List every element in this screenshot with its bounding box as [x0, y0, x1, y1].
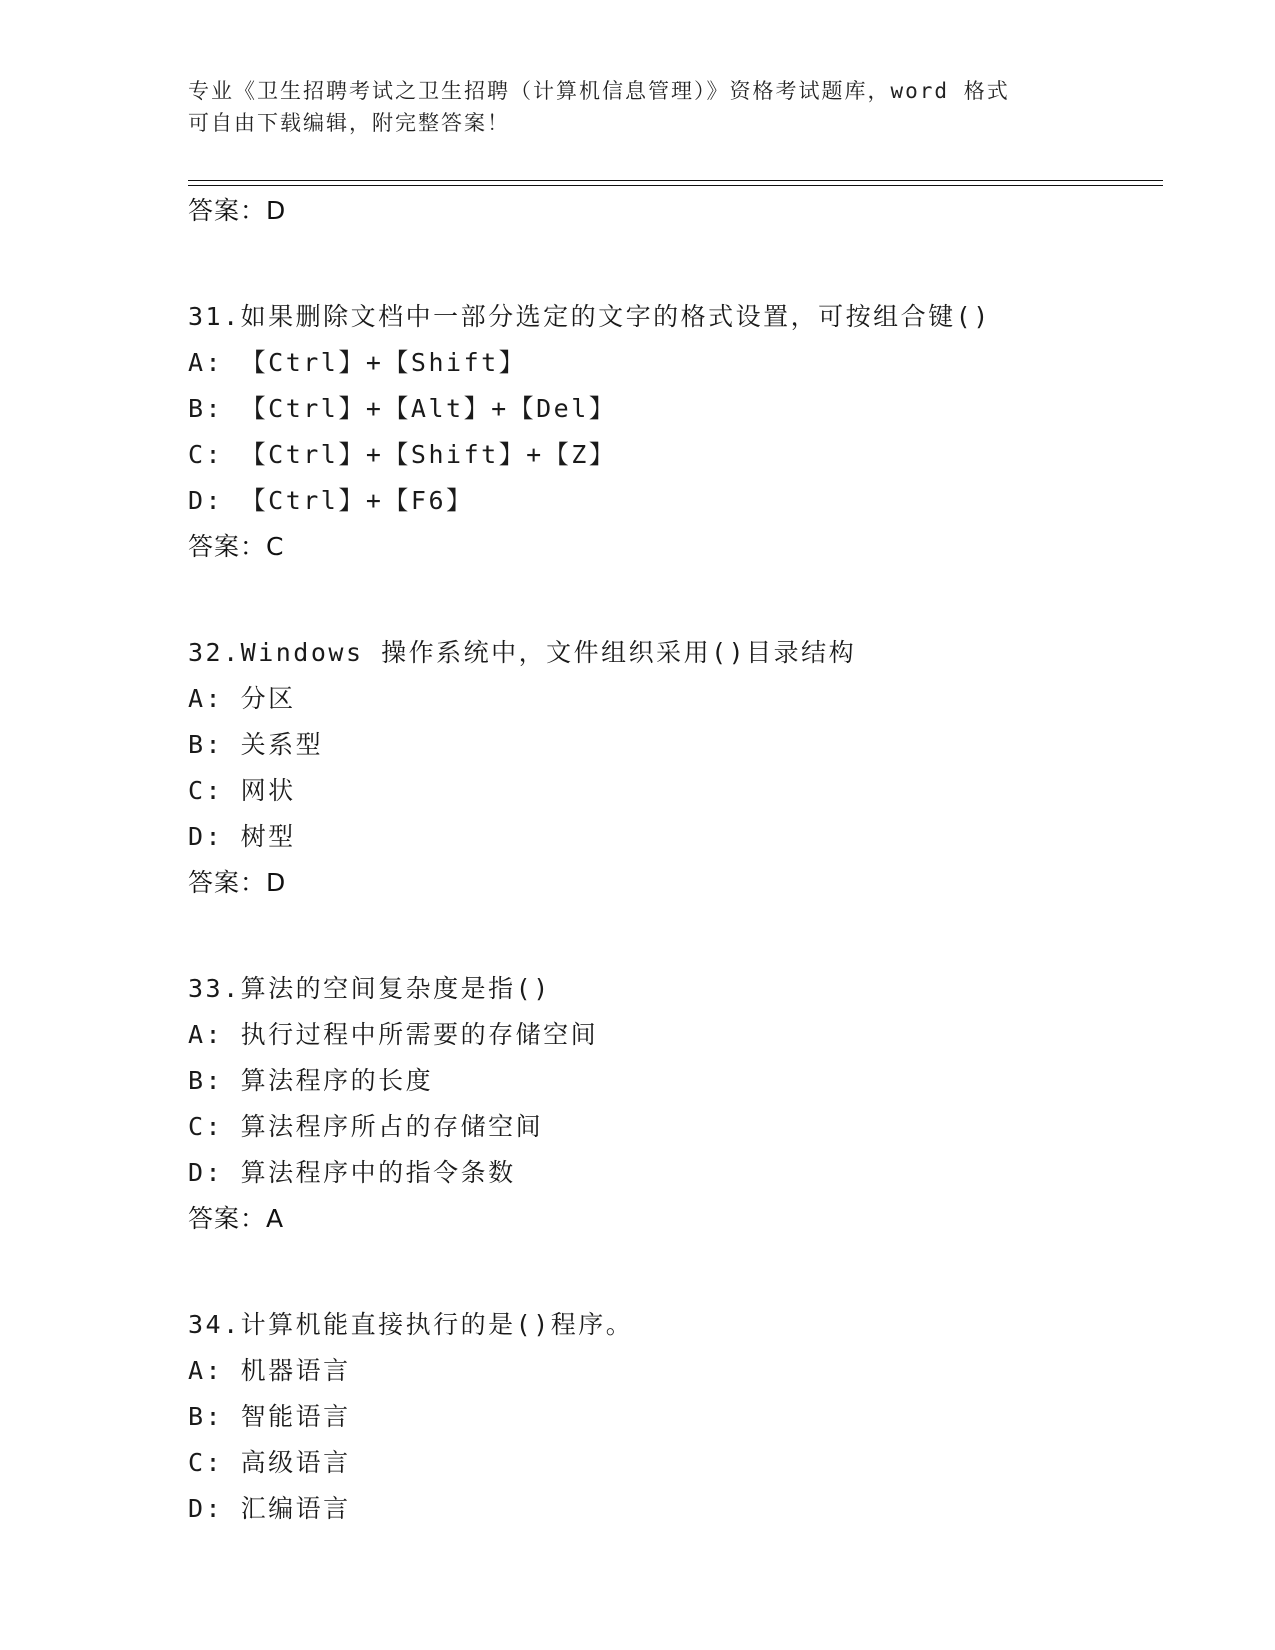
answer-label: 答案：A	[188, 1204, 285, 1233]
question-list	[188, 188, 1148, 1532]
option-d: D: 【Ctrl】+【F6】	[188, 486, 474, 515]
option-d: D: 汇编语言	[188, 1494, 351, 1523]
option-d: D: 树型	[188, 822, 296, 851]
option-d: D: 算法程序中的指令条数	[188, 1158, 516, 1187]
option-c: C: 【Ctrl】+【Shift】+【Z】	[188, 440, 617, 469]
header-line-2: 可自由下载编辑，附完整答案！	[188, 111, 510, 135]
question-32: 32.Windows 操作系统中，文件组织采用()目录结构	[188, 638, 857, 667]
question-33: 33.算法的空间复杂度是指()	[188, 974, 551, 1003]
question-31: 31.如果删除文档中一部分选定的文字的格式设置，可按组合键()	[188, 302, 991, 331]
header-divider-bottom	[188, 185, 1163, 186]
option-a: A: 执行过程中所需要的存储空间	[188, 1020, 599, 1049]
option-a: A: 分区	[188, 684, 296, 713]
option-b: B: 【Ctrl】+【Alt】+【Del】	[188, 394, 617, 423]
option-b: B: 智能语言	[188, 1402, 351, 1431]
option-a: A: 【Ctrl】+【Shift】	[188, 348, 527, 377]
header-line-1: 专业《卫生招聘考试之卫生招聘（计算机信息管理）》资格考试题库，word 格式	[188, 79, 1010, 103]
option-b: B: 算法程序的长度	[188, 1066, 434, 1095]
answer-label: 答案：D	[188, 196, 287, 225]
document-header	[188, 75, 1088, 139]
answer-label: 答案：C	[188, 532, 285, 561]
question-34: 34.计算机能直接执行的是()程序。	[188, 1310, 634, 1339]
option-c: C: 算法程序所占的存储空间	[188, 1112, 544, 1141]
option-c: C: 高级语言	[188, 1448, 351, 1477]
option-c: C: 网状	[188, 776, 296, 805]
header-divider-top	[188, 180, 1163, 181]
answer-label: 答案：D	[188, 868, 287, 897]
option-a: A: 机器语言	[188, 1356, 351, 1385]
option-b: B: 关系型	[188, 730, 324, 759]
